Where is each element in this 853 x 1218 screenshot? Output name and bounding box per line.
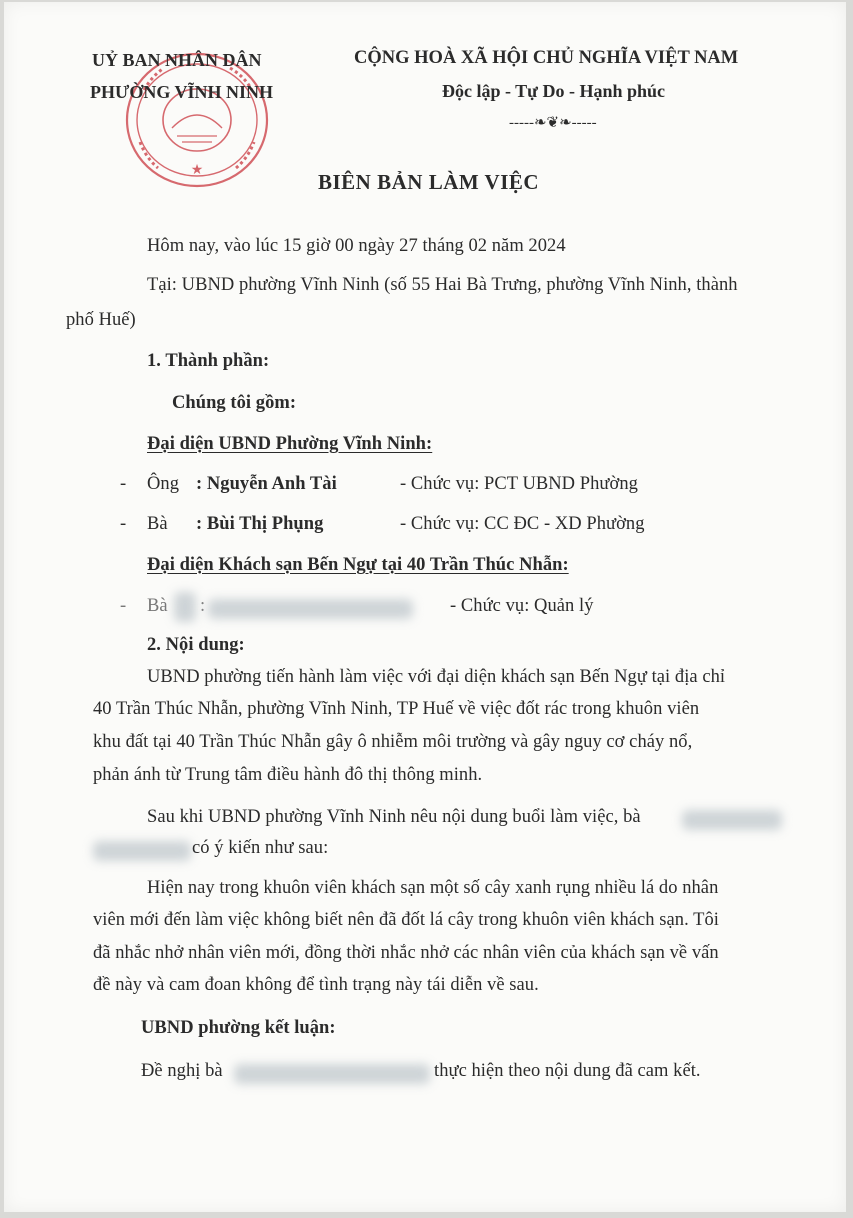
ornament-divider: -----❧❦❧----- (509, 115, 597, 131)
paragraph-line: đã nhắc nhở nhân viên mới, đồng thời nhắc nhở các nhân viên của khách sạn về vấn (93, 943, 719, 963)
paragraph-line: Hiện nay trong khuôn viên khách sạn một số cây xanh rụng nhiều lá do nhân (147, 878, 719, 898)
section1-subheading: Chúng tôi gồm: (172, 393, 297, 413)
document-title: BIÊN BẢN LÀM VIỆC (318, 170, 540, 194)
national-motto: Độc lập - Tự Do - Hạnh phúc (442, 81, 666, 101)
paragraph-line: đề này và cam đoan không để tình trạng này tái diễn về sau. (93, 975, 539, 995)
official-seal-icon (122, 50, 272, 190)
section2-heading: 2. Nội dung: (147, 635, 245, 655)
paragraph-line: khu đất tại 40 Trần Thúc Nhẫn gây ô nhiễm môi trường và gây nguy cơ cháy nổ, (93, 732, 693, 752)
member-name: : Nguyễn Anh Tài (196, 474, 337, 494)
member-title: Ông (147, 474, 180, 494)
group2-title: Đại diện Khách sạn Bến Ngự tại 40 Trần Thúc Nhẫn: (147, 555, 569, 575)
meeting-place-line1: Tại: UBND phường Vĩnh Ninh (số 55 Hai Bà Trưng, phường Vĩnh Ninh, thành (147, 275, 738, 295)
paragraph-line: UBND phường tiến hành làm việc với đại diện khách sạn Bến Ngự tại địa chỉ (147, 667, 726, 687)
group1-title: Đại diện UBND Phường Vĩnh Ninh: (147, 434, 433, 454)
conclusion-prefix: Đề nghị bà (141, 1061, 223, 1081)
member-role: - Chức vụ: PCT UBND Phường (400, 474, 638, 494)
member-dash: - (120, 596, 127, 616)
member-title: Bà (147, 596, 168, 616)
conclusion-suffix: thực hiện theo nội dung đã cam kết. (434, 1061, 701, 1081)
redacted-name (93, 841, 191, 861)
redacted-name (682, 810, 782, 830)
member-title: Bà (147, 514, 168, 534)
meeting-place-line2: phố Huế) (66, 310, 136, 330)
paragraph-line: có ý kiến như sau: (192, 838, 329, 858)
paragraph-line: 40 Trần Thúc Nhẫn, phường Vĩnh Ninh, TP Huế về việc đốt rác trong khuôn viên (93, 699, 700, 719)
paragraph-line: phản ánh từ Trung tâm điều hành đô thị thông minh. (93, 765, 483, 785)
member-dash: - (120, 474, 127, 494)
meeting-time: Hôm nay, vào lúc 15 giờ 00 ngày 27 tháng 02 năm 2024 (147, 236, 566, 256)
republic-title: CỘNG HOÀ XÃ HỘI CHỦ NGHĨA VIỆT NAM (354, 48, 739, 68)
document-page (4, 2, 846, 1212)
redacted-name (234, 1064, 430, 1084)
section1-heading: 1. Thành phần: (147, 351, 270, 371)
redaction-smudge (174, 592, 196, 622)
agency-name-line2: PHƯỜNG VĨNH NINH (90, 82, 274, 102)
member-dash: - (120, 514, 127, 534)
member-name: : Bùi Thị Phụng (196, 514, 324, 534)
paragraph-line: viên mới đến làm việc không biết nên đã đốt lá cây trong khuôn viên khách sạn. Tôi (93, 910, 719, 930)
member-role: - Chức vụ: CC ĐC - XD Phường (400, 514, 645, 534)
member-colon: : (200, 596, 206, 616)
redacted-name (208, 599, 413, 619)
seal-star: ★ (190, 163, 204, 178)
conclusion-heading: UBND phường kết luận: (141, 1018, 336, 1038)
agency-name-line1: UỶ BAN NHÂN DÂN (92, 50, 262, 70)
member-role: - Chức vụ: Quản lý (450, 596, 594, 616)
paragraph-line: Sau khi UBND phường Vĩnh Ninh nêu nội dung buổi làm việc, bà (147, 807, 641, 827)
